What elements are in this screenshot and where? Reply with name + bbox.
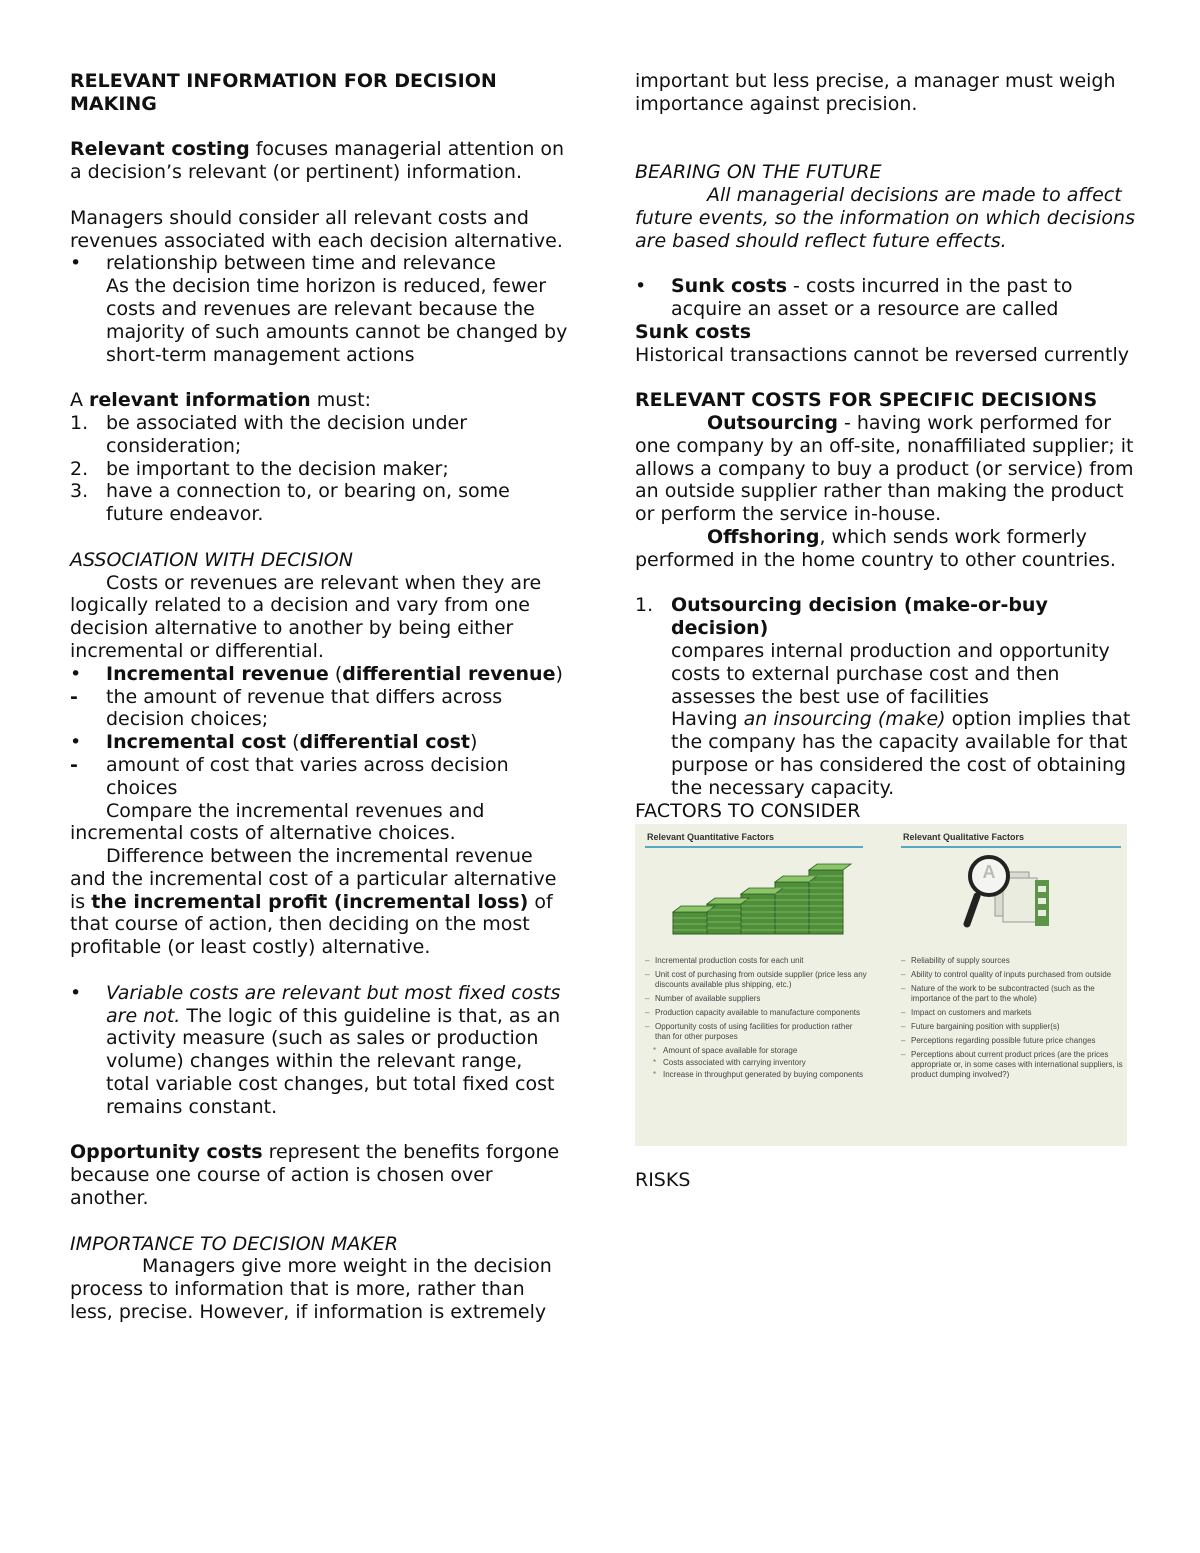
magnifier-letter: A <box>982 862 996 883</box>
association-paragraph: Costs or revenues are relevant when they are logically related to a decision and vary from one decision alternative to another by being either incremental or differential. <box>70 571 542 662</box>
quant-sub-item: * Amount of space available for storage <box>645 1046 867 1056</box>
outsourcing-decision-item: 1. Outsourcing decision (make-or-buy decision) compares internal production and opportunity costs to external purchase cost and then assesses the best use of facilities Having an insourcing (make) option implies that the company has the capacity available for that purpose or has considered the cost of obtaining the necessary capacity. <box>635 594 1131 799</box>
bearing-paragraph: All managerial decisions are made to affect future events, so the information on which decisions are based should reflect future effects. <box>635 183 1135 252</box>
qual-item: – Nature of the work to be subcontracted (such as the importance of the part to the whole) <box>901 984 1123 1004</box>
qualitative-factors-list <box>901 956 1123 1084</box>
association-heading: ASSOCIATION WITH DECISION <box>70 548 353 571</box>
variable-costs-bullet: • Variable costs are relevant but most fixed costs are not. The logic of this guideline is that, as an activity measure (such as sales or production volume) changes within the relevant range, total variable cost changes, but total fixed cost remains constant. <box>70 981 561 1118</box>
qual-item: – Perceptions about current product prices (are the prices appropriate or, in some cases with international suppliers, is product dumping involved?) <box>901 1050 1123 1080</box>
must-item-1: 1. be associated with the decision under consideration; <box>70 411 468 457</box>
relevant-information-intro: A relevant information must: <box>70 389 371 412</box>
historical-transactions: Historical transactions cannot be reversed currently <box>635 343 1129 366</box>
opportunity-costs-paragraph: Opportunity costs represent the benefits forgone because one course of action is chosen over another. <box>70 1141 560 1210</box>
bearing-heading: BEARING ON THE FUTURE <box>635 161 882 184</box>
factors-figure <box>635 824 1127 1146</box>
qualitative-factors-heading: Relevant Qualitative Factors <box>903 832 1025 843</box>
quant-sub-item: * Increase in throughput generated by buying components <box>645 1070 867 1080</box>
quant-item: – Production capacity available to manufacture components <box>645 1008 867 1018</box>
right-column <box>635 70 1135 1192</box>
bullet-time-relevance: • relationship between time and relevance As the decision time horizon is reduced, fewer costs and revenues are relevant because the majority of such amounts cannot be changed by short-term management actions <box>70 252 568 366</box>
time-relevance-text: As the decision time horizon is reduced, fewer costs and revenues are relevant because the majority of such amounts cannot be changed by short-term management actions <box>106 275 568 366</box>
quant-item: – Incremental production costs for each unit <box>645 956 867 966</box>
importance-continued: important but less precise, a manager must weigh importance against precision. <box>635 70 1116 115</box>
qualitative-heading-rule <box>901 846 1121 848</box>
qual-item: – Reliability of supply sources <box>901 956 1123 966</box>
sunk-costs-term: Sunk costs <box>635 320 752 343</box>
compare-paragraph: Compare the incremental revenues and incremental costs of alternative choices. <box>70 799 485 845</box>
quantitative-factors-list <box>645 956 867 1082</box>
left-column <box>70 70 570 1324</box>
must-item-3: 3. have a connection to, or bearing on, some future endeavor. <box>70 480 510 526</box>
doc-title: RELEVANT INFORMATION FOR DECISION MAKING <box>70 70 497 115</box>
money-stack-icon <box>667 852 857 942</box>
qual-item: – Perceptions regarding possible future price changes <box>901 1036 1123 1046</box>
quantitative-factors-heading: Relevant Quantitative Factors <box>647 832 775 843</box>
importance-heading: IMPORTANCE TO DECISION MAKER <box>70 1232 399 1255</box>
must-item-2: 2. be important to the decision maker; <box>70 457 449 480</box>
qual-item: – Impact on customers and markets <box>901 1008 1123 1018</box>
incremental-revenue-definition: - the amount of revenue that differs across decision choices; <box>70 685 503 731</box>
quantitative-heading-rule <box>645 846 863 848</box>
qual-item: – Future bargaining position with supplier(s) <box>901 1022 1123 1032</box>
managers-paragraph: Managers should consider all relevant costs and revenues associated with each decision alternative. <box>70 206 563 252</box>
risks-heading: RISKS <box>635 1169 691 1192</box>
incremental-cost-definition: - amount of cost that varies across decision choices <box>70 753 509 799</box>
difference-paragraph: Difference between the incremental revenue and the incremental cost of a particular alternative is the incremental profit (incremental loss) of that course of action, then deciding on the most profitable (or least costly) alternative. <box>70 845 557 959</box>
specific-decisions-heading: RELEVANT COSTS FOR SPECIFIC DECISIONS <box>635 389 1098 412</box>
outsourcing-paragraph: Outsourcing - having work performed for one company by an off-site, nonaffiliated supplier; it allows a company to buy a product (or service) from an outside supplier rather than making the product or perform the service in-house. <box>635 411 1134 526</box>
quant-item: – Opportunity costs of using facilities for production rather than for other purposes <box>645 1022 867 1042</box>
quant-sub-item: * Costs associated with carrying inventory <box>645 1058 867 1068</box>
incremental-revenue-term: • Incremental revenue (differential revenue) <box>70 662 563 685</box>
quant-item: – Number of available suppliers <box>645 994 867 1004</box>
relevant-costing-paragraph: Relevant costing focuses managerial attention on a decision’s relevant (or pertinent) information. <box>70 138 565 184</box>
quant-item: – Unit cost of purchasing from outside supplier (price less any discounts available plus shipping, etc.) <box>645 970 867 990</box>
factors-heading: FACTORS TO CONSIDER <box>635 799 861 822</box>
qual-item: – Ability to control quality of inputs purchased from outside <box>901 970 1123 980</box>
sunk-costs-bullet: • Sunk costs - costs incurred in the past to acquire an asset or a resource are called <box>635 275 1073 320</box>
bullet-dot: • <box>70 252 82 275</box>
offshoring-paragraph: Offshoring, which sends work formerly performed in the home country to other countries. <box>635 525 1116 571</box>
importance-paragraph: Managers give more weight in the decision process to information that is more, rather than less, precise. However, if information is extremely <box>70 1255 552 1324</box>
incremental-cost-term: • Incremental cost (differential cost) <box>70 731 478 754</box>
